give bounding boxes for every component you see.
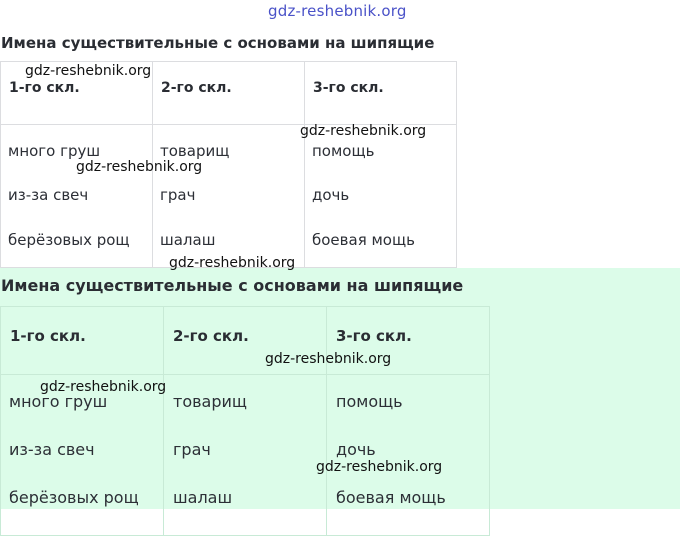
word-cell: дочь [312,186,350,204]
watermark: gdz-reshebnik.org [265,351,392,367]
word-cell: боевая мощь [312,231,415,249]
table-header-row [1,307,490,375]
word-cell: боевая мощь [336,488,446,507]
word-cell: из-за свеч [8,186,89,204]
watermark: gdz-reshebnik.org [40,379,167,395]
header-cell-2: 2-го скл. [153,62,305,125]
word-cell: много груш [9,392,108,411]
word-cell: шалаш [160,231,216,249]
word-cell: грач [173,440,211,459]
header-cell-2: 2-го скл. [164,307,327,375]
header-cell-3: 3-го скл. [327,307,490,375]
watermark: gdz-reshebnik.org [76,159,203,175]
word-cell: берёзовых рощ [9,488,139,507]
table-title-1: Имена существительные с основами на шипящие [1,34,435,52]
watermark: gdz-reshebnik.org [25,63,152,79]
watermark: gdz-reshebnik.org [169,255,296,271]
word-cell: товарищ [173,392,247,411]
word-cell: помощь [312,142,375,160]
header-cell-1: 1-го скл. [1,307,164,375]
word-cell: берёзовых рощ [8,231,130,249]
table-title-2: Имена существительные с основами на шипящие [1,276,464,295]
word-cell: дочь [336,440,376,459]
word-cell: шалаш [173,488,233,507]
watermark: gdz-reshebnik.org [316,459,443,475]
word-cell: из-за свеч [9,440,95,459]
word-cell: много груш [8,142,101,160]
header-cell-1: 1-го скл. [1,62,153,125]
top-watermark: gdz-reshebnik.org [268,2,407,20]
word-cell: помощь [336,392,403,411]
watermark: gdz-reshebnik.org [300,123,427,139]
word-cell: товарищ [160,142,230,160]
word-cell: грач [160,186,196,204]
header-cell-3: 3-го скл. [305,62,457,125]
